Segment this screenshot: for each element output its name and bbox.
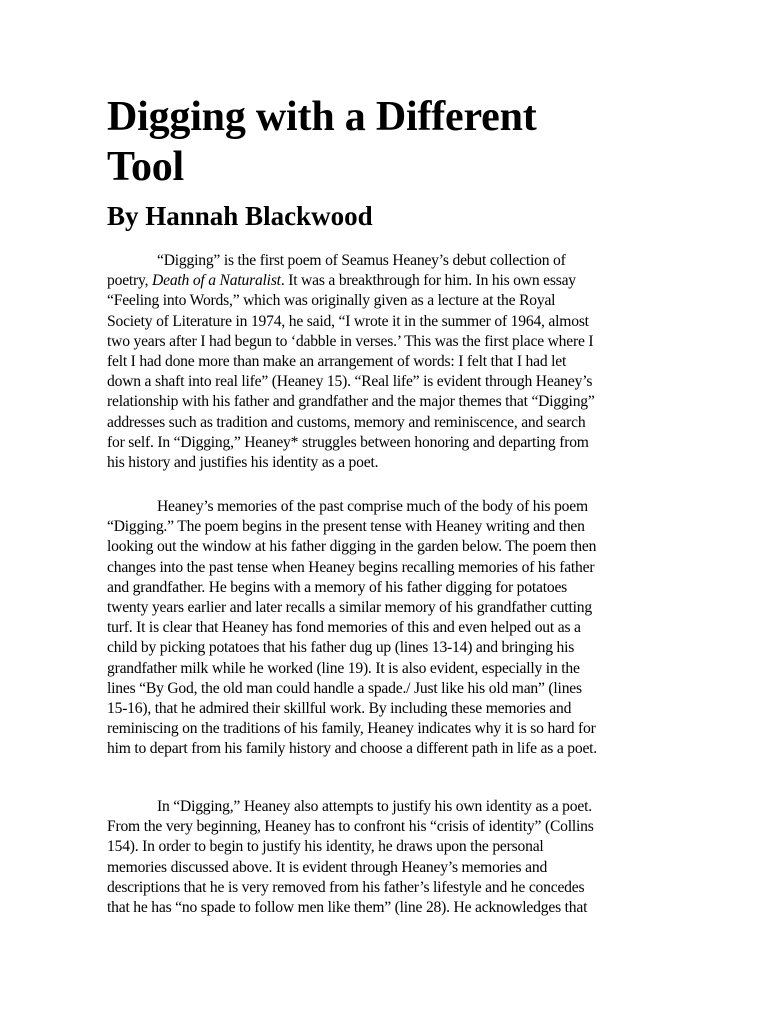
text-line: 15-16), that he admired their skillful work. By including these memories and [107, 700, 572, 718]
text-line: his history and justifies his identity as a poet. [107, 454, 379, 472]
author-byline: By Hannah Blackwood [107, 201, 373, 231]
text-line: down a shaft into real life” (Heaney 15). “Real life” is evident through Heaney’s [107, 373, 593, 391]
text-line: addresses such as tradition and customs, memory and reminiscence, and search [107, 413, 586, 431]
text-line: In “Digging,” Heaney also attempts to justify his own identity as a poet. [157, 798, 592, 815]
book-title: Death of a Naturalist [152, 272, 281, 290]
paragraph-identity [107, 797, 667, 918]
text-line: turf. It is clear that Heaney has fond memories of this and even helped out as a [107, 619, 581, 637]
paragraph-memories [107, 497, 667, 760]
text-line: that he has “no spade to follow men like them” (line 28). He acknowledges that [107, 899, 588, 917]
text-line: 154). In order to begin to justify his identity, he draws upon the personal [107, 838, 544, 856]
text-line: looking out the window at his father digging in the garden below. The poem then [107, 538, 597, 556]
text-line: reminiscing on the traditions of his family, Heaney indicates why it is so hard for [107, 720, 596, 738]
paragraph-introduction [107, 251, 667, 473]
text-line: From the very beginning, Heaney has to confront his “crisis of identity” (Collins [107, 818, 594, 836]
text-line: twenty years earlier and later recalls a similar memory of his grandfather cutting [107, 599, 592, 617]
text-line: for self. In “Digging,” Heaney* struggles between honoring and departing from [107, 433, 589, 451]
text-line: Society of Literature in 1974, he said, “I wrote it in the summer of 1964, almost [107, 312, 589, 330]
text-line: memories discussed above. It is evident through Heaney’s memories and [107, 858, 548, 876]
title-line: Digging with a Different [107, 94, 537, 140]
text-line: child by picking potatoes that his father dug up (lines 13-14) and bringing his [107, 639, 575, 657]
text-line: “Feeling into Words,” which was originally given as a lecture at the Royal [107, 292, 556, 310]
text-line: relationship with his father and grandfather and the major themes that “Digging” [107, 393, 595, 411]
text-line: “Digging.” The poem begins in the present tense with Heaney writing and then [107, 518, 585, 536]
text-line: two years after I had begun to ‘dabble in verses.’ This was the first place where I [107, 332, 594, 350]
text-line: and grandfather. He begins with a memory of his father digging for potatoes [107, 578, 568, 596]
text-line: Heaney’s memories of the past comprise much of the body of his poem [157, 498, 588, 515]
text-line: grandfather milk while he worked (line 19). It is also evident, especially in the [107, 659, 580, 677]
text-line [107, 271, 667, 291]
text-line: descriptions that he is very removed from his father’s lifestyle and he concedes [107, 878, 585, 896]
text-line: “Digging” is the first poem of Seamus Heaney’s debut collection of [157, 252, 566, 269]
page-title [107, 92, 667, 192]
text-segment: poetry, [107, 272, 153, 290]
title-line: Tool [107, 144, 185, 190]
text-line: him to depart from his family history and choose a different path in life as a poet. [107, 740, 598, 758]
text-line: felt I had done more than make an arrangement of words: I felt that I had let [107, 353, 567, 371]
text-line: lines “By God, the old man could handle a spade./ Just like his old man” (lines [107, 679, 582, 697]
text-line: changes into the past tense when Heaney begins recalling memories of his father [107, 558, 595, 576]
text-segment: . It was a breakthrough for him. In his own essay [280, 272, 576, 290]
